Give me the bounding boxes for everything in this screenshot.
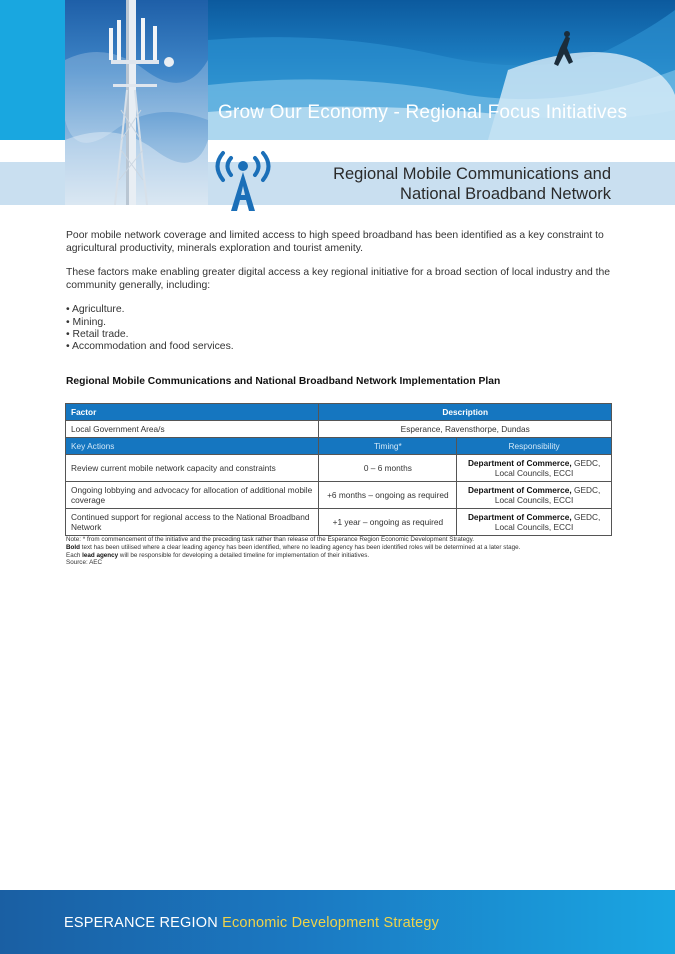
intro-section (66, 230, 614, 353)
note-source: Source: AEC (66, 559, 103, 567)
responsibility-header: Responsibility (457, 438, 612, 455)
footer-strategy: Economic Development Strategy (222, 915, 440, 931)
intro-paragraph-2: These factors make enabling greater digital access a key regional initiative for a broad section of local industry and the community generally, including: (66, 267, 611, 291)
table-header-row (66, 404, 612, 421)
tower-photo (65, 0, 208, 205)
note-lead-agency (66, 552, 626, 560)
initiative-title-line1: Regional Mobile Communications and (333, 165, 611, 183)
timing-cell: 0 – 6 months (319, 455, 457, 482)
note-bold-word: Bold (66, 543, 80, 551)
initiative-title-line2: National Broadband Network (400, 185, 611, 203)
timing-cell: +1 year – ongoing as required (319, 509, 457, 536)
plan-heading: Regional Mobile Communications and National Broadband Network Implementation Plan (66, 376, 501, 387)
note-lead-b: will be responsible for developing a detailed timeline for implementation of their initiatives. (118, 551, 370, 559)
other-agencies: GEDC, Local Councils, ECCI (494, 458, 601, 478)
list-item: • Retail trade. (66, 328, 129, 340)
note-timing: Note: * from commencement of the initiative and the preceding task rather than release of the Esperance Region Economic Development Strategy. (66, 536, 474, 543)
table-subheader-row (66, 438, 612, 455)
timing-cell: +6 months – ongoing as required (319, 482, 457, 509)
list-item: • Agriculture. (66, 304, 125, 316)
timing-header: Timing* (319, 438, 457, 455)
factor-header: Factor (66, 404, 319, 421)
table-row (66, 455, 612, 482)
header-accent-strip (0, 0, 65, 140)
note-lead-a: Each (66, 551, 83, 559)
lead-agency: Department of Commerce, (467, 485, 572, 495)
lga-value: Esperance, Ravensthorpe, Dundas (319, 421, 612, 438)
note-bold-rest: text has been utilised where a clear leading agency has been identified, where no leading agency has been identified roles will be determined at a later stage. (80, 543, 521, 551)
responsibility-cell (457, 509, 612, 536)
table-notes (66, 536, 626, 567)
lga-label: Local Government Area/s (66, 421, 319, 438)
key-actions-header: Key Actions (66, 438, 319, 455)
responsibility-cell (457, 455, 612, 482)
intro-paragraph-1: Poor mobile network coverage and limited access to high speed broadband has been identified as a key constraint to agricultural productivity, minerals exploration and tourist amenity. (66, 230, 604, 254)
header-light-band-left (0, 162, 65, 205)
page-section-title: Grow Our Economy - Regional Focus Initiatives (218, 102, 628, 123)
lead-agency: Department of Commerce, (467, 458, 572, 468)
footer-region: ESPERANCE REGION (64, 915, 218, 931)
note-bold (66, 544, 626, 552)
action-cell: Review current mobile network capacity and constraints (66, 455, 319, 482)
description-header: Description (319, 404, 612, 421)
initiative-title (333, 164, 611, 204)
antenna-broadcast-icon (212, 148, 274, 212)
sector-list (66, 304, 614, 353)
footer-title (64, 915, 439, 931)
action-cell: Continued support for regional access to the National Broadband Network (66, 509, 319, 536)
table-row (66, 482, 612, 509)
table-row (66, 509, 612, 536)
other-agencies: GEDC, Local Councils, ECCI (494, 485, 601, 505)
responsibility-cell (457, 482, 612, 509)
note-lead-bold: lead agency (82, 551, 119, 559)
list-item: • Mining. (66, 316, 107, 328)
action-cell: Ongoing lobbying and advocacy for allocation of additional mobile coverage (66, 482, 319, 509)
other-agencies: GEDC, Local Councils, ECCI (494, 512, 601, 532)
lead-agency: Department of Commerce, (467, 512, 572, 522)
implementation-plan-table (65, 403, 612, 536)
list-item: • Accommodation and food services. (66, 340, 234, 352)
table-row (66, 421, 612, 438)
